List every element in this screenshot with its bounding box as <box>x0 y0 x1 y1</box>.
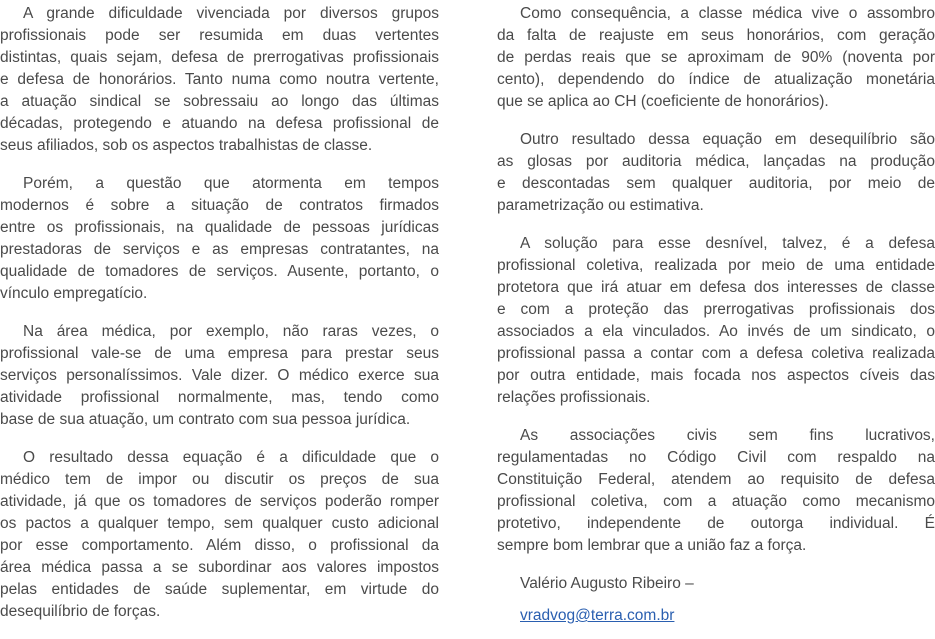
text-line: associados a ela vinculados. Ao invés de um sindicato, o <box>497 323 935 340</box>
paragraph <box>497 129 935 217</box>
text-line: médico tem de impor ou discutir os preços de sua <box>0 471 439 488</box>
text-line: distintas, quais sejam, defesa de prerrogativas profissionais <box>0 49 439 66</box>
paragraph <box>0 447 439 623</box>
text-line: Na área médica, por exemplo, não raras vezes, o <box>23 323 439 340</box>
right-paragraphs <box>497 3 935 557</box>
text-line: da falta de reajuste em seus honorários, com geração <box>497 27 935 44</box>
text-line: as glosas por auditoria médica, lançadas na produção <box>497 153 935 170</box>
text-line: vínculo empregatício. <box>0 285 148 302</box>
text-line: A grande dificuldade vivenciada por diversos grupos <box>23 5 439 22</box>
text-line: profissionais pode ser resumida em duas vertentes <box>0 27 439 44</box>
text-line: cento), dependendo do índice de atualização monetária <box>497 71 935 88</box>
text-line: e descontadas sem qualquer auditoria, por meio de <box>497 175 935 192</box>
text-line: Como consequência, a classe médica vive o assombro <box>520 5 935 22</box>
text-line: parametrização ou estimativa. <box>497 197 704 214</box>
right-column <box>497 3 935 627</box>
text-line: por esse comportamento. Além disso, o profissional da <box>0 537 439 554</box>
text-line: protetivo, independente de outorga individual. É <box>497 515 935 532</box>
text-line: profissional passa a contar com a defesa coletiva realizada <box>497 345 935 362</box>
text-line: O resultado dessa equação é a dificuldade que o <box>23 449 439 466</box>
author-name: Valério Augusto Ribeiro – <box>520 575 694 592</box>
text-line: profissional coletiva, com a atuação como mecanismo <box>497 493 935 510</box>
text-line: qualidade de tomadores de serviços. Ausente, portanto, o <box>0 263 439 280</box>
text-line: modernos é sobre a situação de contratos firmados <box>0 197 439 214</box>
text-line: protetora que irá atuar em defesa dos interesses de classe <box>497 279 935 296</box>
text-line: prestadoras de serviços e as empresas contratantes, na <box>0 241 439 258</box>
text-line: Porém, a questão que atormenta em tempos <box>23 175 439 192</box>
text-line: e defesa de honorários. Tanto numa como noutra vertente, <box>0 71 439 88</box>
text-line: pelas entidades de saúde suplementar, em virtude do <box>0 581 439 598</box>
text-line: a atuação sindical se sobressaiu ao longo das últimas <box>0 93 439 110</box>
text-line: e com a proteção das prerrogativas profissionais dos <box>497 301 935 318</box>
paragraph <box>497 425 935 557</box>
text-line: A solução para esse desnível, talvez, é a defesa <box>520 235 935 252</box>
text-line: relações profissionais. <box>497 389 651 406</box>
paragraph <box>0 173 439 305</box>
text-line: profissional vale-se de uma empresa para prestar seus <box>0 345 439 362</box>
left-column <box>0 3 439 639</box>
text-line: décadas, protegendo e atuando na defesa profissional de <box>0 115 439 132</box>
text-line: serviços personalíssimos. Vale dizer. O médico exerce sua <box>0 367 439 384</box>
text-line: regulamentadas no Código Civil com respaldo na <box>497 449 935 466</box>
text-line: entre os profissionais, na qualidade de pessoas jurídicas <box>0 219 439 236</box>
paragraph <box>0 321 439 431</box>
text-line: área médica passa a se subordinar aos valores impostos <box>0 559 439 576</box>
text-line: Outro resultado dessa equação em desequilíbrio são <box>520 131 935 148</box>
text-line: base de sua atuação, um contrato com sua pessoa jurídica. <box>0 411 411 428</box>
text-line: que se aplica ao CH (coeficiente de honorários). <box>497 93 829 110</box>
paragraph <box>497 3 935 113</box>
author-email-link[interactable]: vradvog@terra.com.br <box>520 607 675 624</box>
text-line: sempre bom lembrar que a união faz a força. <box>497 537 807 554</box>
paragraph <box>497 233 935 409</box>
text-line: desequilíbrio de forças. <box>0 603 161 620</box>
text-line: atividade profissional normalmente, mas, tendo como <box>0 389 439 406</box>
text-line: atividade, já que os tomadores de serviços poderão romper <box>0 493 439 510</box>
text-line: As associações civis sem fins lucrativos, <box>520 427 935 444</box>
text-line: por outra entidade, mais focada nos aspectos cíveis das <box>497 367 935 384</box>
paragraph <box>0 3 439 157</box>
text-line: profissional coletiva, realizada por meio de uma entidade <box>497 257 935 274</box>
text-line: Constituição Federal, atendem ao requisito de defesa <box>497 471 935 488</box>
text-line: seus afiliados, sob os aspectos trabalhistas de classe. <box>0 137 373 154</box>
text-line: de perdas reais que se aproximam de 90% (noventa por <box>497 49 935 66</box>
text-line: os pactos a qualquer tempo, sem qualquer custo adicional <box>0 515 439 532</box>
